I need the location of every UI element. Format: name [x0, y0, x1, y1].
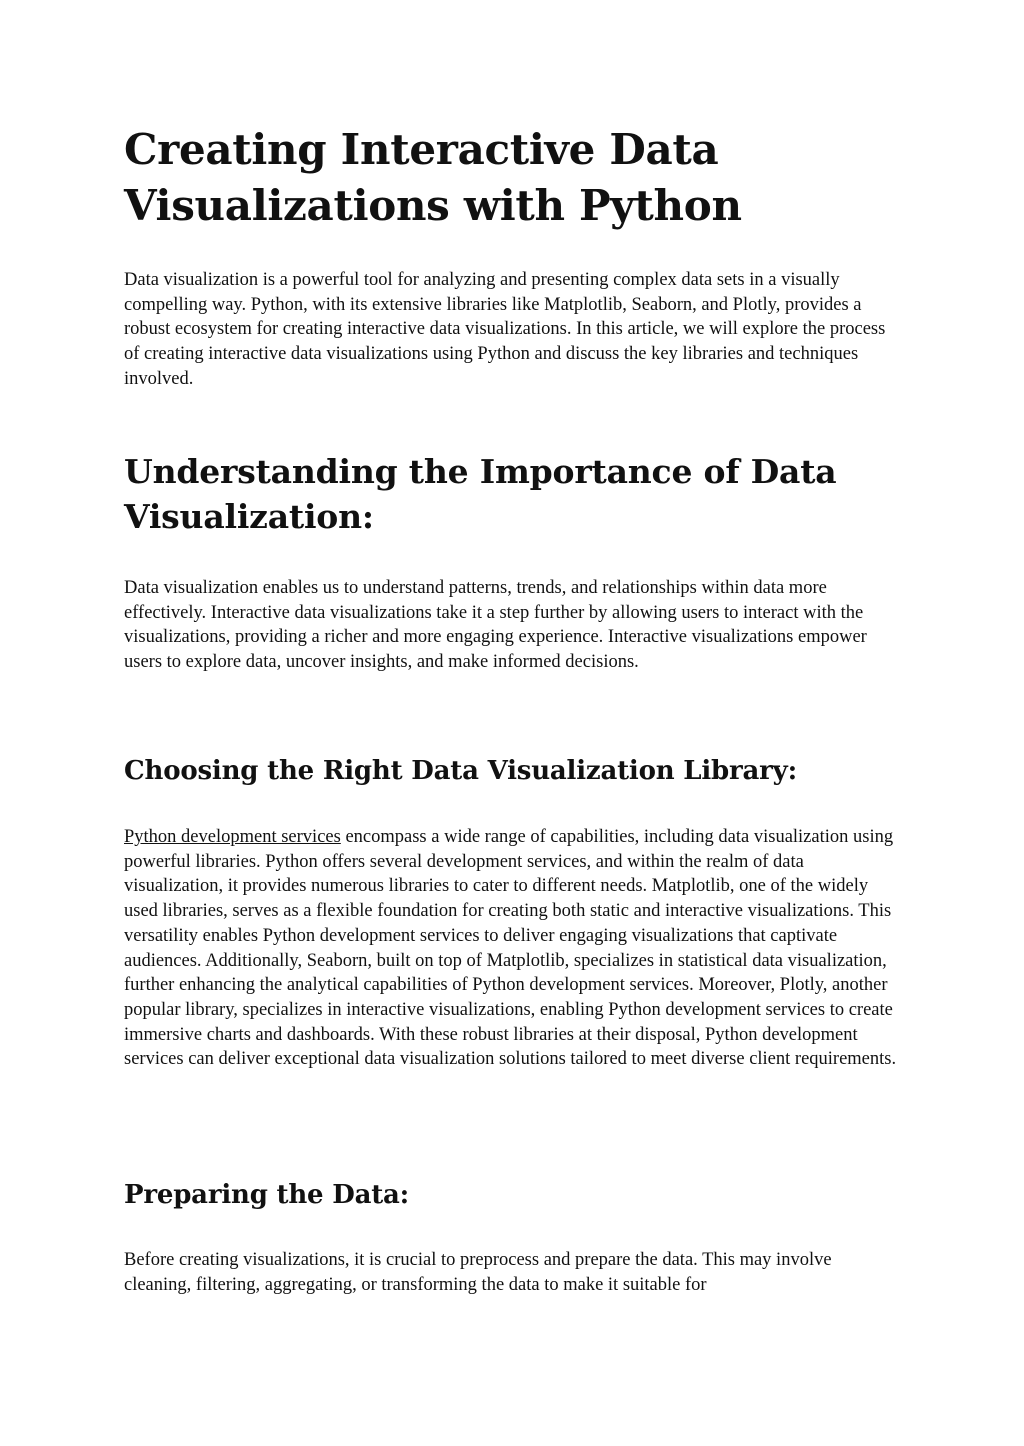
section-heading-importance: Understanding the Importance of Data Visualization:	[124, 452, 837, 536]
python-development-services-link[interactable]: Python development services	[124, 827, 341, 847]
section-heading-library: Choosing the Right Data Visualization Library:	[124, 756, 797, 786]
intro-paragraph: Data visualization is a powerful tool for analyzing and presenting complex data sets in a visually compelling way. Python, with its extensive libraries like Matplotlib, Seaborn, and Plotly, provides a robust ecosystem for creating interactive data visualizations. In this article, we will explore the process of creating interactive data visualizations using Python and discuss the key libraries and techniques involved.	[124, 270, 886, 389]
page-title: Creating Interactive Data Visualizations with Python	[124, 125, 742, 230]
section-body-library	[124, 825, 900, 1072]
section-body-importance: Data visualization enables us to understand patterns, trends, and relationships within data more effectively. Interactive data visualizations take it a step further by allowing users to interact with the visualizations, providing a richer and more engaging experience. Interactive visualizations empower users to explore data, uncover insights, and make informed decisions.	[124, 578, 867, 673]
section-body-preparing: Before creating visualizations, it is crucial to preprocess and prepare the data. This may involve cleaning, filtering, aggregating, or transforming the data to make it suitable for	[124, 1250, 832, 1295]
section-body-library-text: encompass a wide range of capabilities, including data visualization using powerful libraries. Python offers several development services, and within the realm of data visualization, it provides numerous libraries to cater to different needs. Matplotlib, one of the widely used libraries, serves as a flexible foundation for creating both static and interactive visualizations. This versatility enables Python development services to deliver engaging visualizations that captivate audiences. Additionally, Seaborn, built on top of Matplotlib, specializes in statistical data visualization, further enhancing the analytical capabilities of Python development services. Moreover, Plotly, another popular library, specializes in interactive visualizations, enabling Python development services to create immersive charts and dashboards. With these robust libraries at their disposal, Python development services can deliver exceptional data visualization solutions tailored to meet diverse client requirements.	[124, 827, 897, 1070]
section-heading-preparing: Preparing the Data:	[124, 1180, 410, 1210]
